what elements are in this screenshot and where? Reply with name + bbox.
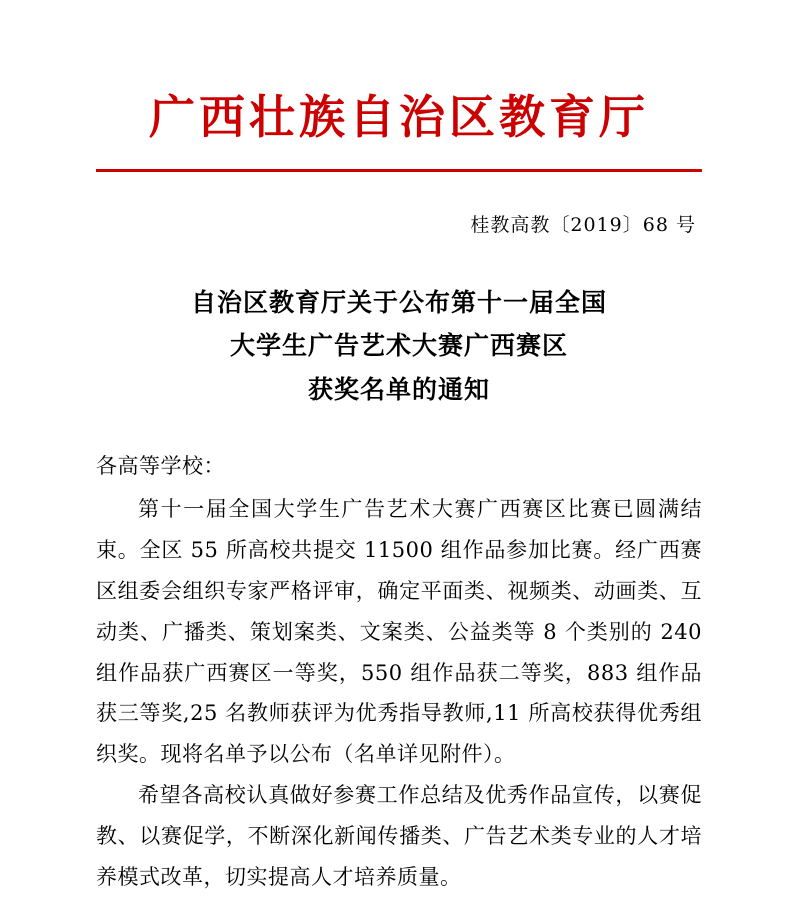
issuing-authority-title: 广西壮族自治区教育厅 bbox=[149, 90, 649, 144]
masthead bbox=[96, 0, 702, 172]
masthead-divider bbox=[96, 169, 702, 172]
document-title-line-1: 自治区教育厅关于公布第十一届全国 bbox=[190, 287, 607, 317]
document-title bbox=[96, 281, 702, 412]
document-title-line-2: 大学生广告艺术大赛广西赛区 bbox=[229, 331, 568, 361]
document-body bbox=[96, 446, 702, 898]
document-number: 桂教高教〔2019〕68 号 bbox=[470, 213, 696, 236]
document-title-line-3: 获奖名单的通知 bbox=[307, 375, 490, 405]
body-paragraph-2: 希望各高校认真做好参赛工作总结及优秀作品宣传，以赛促教、以赛促学，不断深化新闻传播类、广告艺术类专业的人才培养模式改革，切实提高人才培养质量。 bbox=[96, 783, 702, 890]
salutation: 各高等学校： bbox=[96, 453, 225, 478]
body-paragraph-1: 第十一届全国大学生广告艺术大赛广西赛区比赛已圆满结束。全区 55 所高校共提交 11500 组作品参加比赛。经广西赛区组委会组织专家严格评审，确定平面类、视频类、动画类、互动类、广播类、策划案类、文案类、公益类等 8 个类别的 240 组作品获广西赛区一等奖，550 组作品获二等奖，883 组作品获三等奖,25 名教师获评为优秀指导教师,11 所高校获得优秀组织奖。现将名单予以公布（名单详见附件）。 bbox=[96, 496, 702, 767]
